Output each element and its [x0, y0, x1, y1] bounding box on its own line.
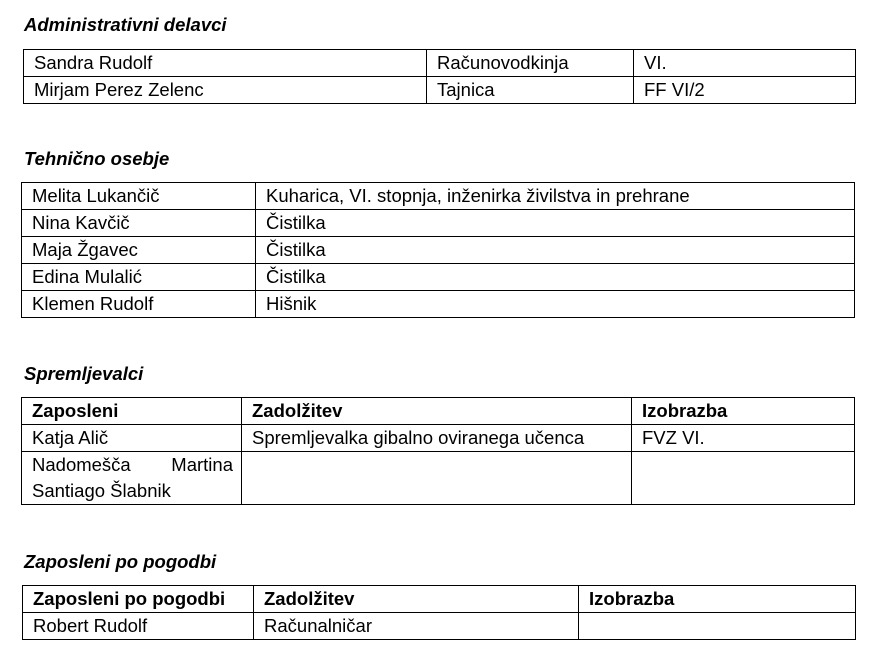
table-cell: VI. — [634, 50, 856, 77]
column-header: Zadolžitev — [242, 398, 632, 425]
table-cell — [579, 613, 856, 640]
table-cell: Čistilka — [256, 237, 855, 264]
column-header: Zaposleni po pogodbi — [23, 586, 254, 613]
table-row — [22, 291, 855, 318]
table-cell: Maja Žgavec — [22, 237, 256, 264]
column-header: Izobrazba — [632, 398, 855, 425]
table-cell: Nadomešča Martina Santiago Šlabnik — [22, 452, 242, 505]
table-cell: Kuharica, VI. stopnja, inženirka živilstva in prehrane — [256, 183, 855, 210]
table-cell: Hišnik — [256, 291, 855, 318]
section-title-tech: Tehnično osebje — [24, 148, 170, 169]
table-row — [22, 452, 855, 505]
section-title-companions: Spremljevalci — [24, 363, 144, 384]
table-cell: FVZ VI. — [632, 425, 855, 452]
table-row — [24, 77, 856, 104]
column-header: Izobrazba — [579, 586, 856, 613]
table-row — [22, 183, 855, 210]
table-row — [22, 425, 855, 452]
table-cell: Katja Alič — [22, 425, 242, 452]
table-cell: Računalničar — [254, 613, 579, 640]
table-cell: Nina Kavčič — [22, 210, 256, 237]
table-row — [22, 237, 855, 264]
table-cell: Tajnica — [427, 77, 634, 104]
table-cell: Sandra Rudolf — [24, 50, 427, 77]
table-cell: Klemen Rudolf — [22, 291, 256, 318]
technical-staff-table — [21, 182, 855, 318]
contract-staff-table — [22, 585, 856, 640]
table-cell — [242, 452, 632, 505]
table-cell — [632, 452, 855, 505]
column-header: Zaposleni — [22, 398, 242, 425]
companions-table — [21, 397, 855, 505]
section-title-admin: Administrativni delavci — [24, 14, 227, 35]
table-row — [22, 210, 855, 237]
table-row — [24, 50, 856, 77]
table-cell: FF VI/2 — [634, 77, 856, 104]
table-cell: Čistilka — [256, 264, 855, 291]
table-cell: Mirjam Perez Zelenc — [24, 77, 427, 104]
table-cell: Melita Lukančič — [22, 183, 256, 210]
table-cell: Robert Rudolf — [23, 613, 254, 640]
table-row — [22, 264, 855, 291]
table-cell: Edina Mulalić — [22, 264, 256, 291]
column-header: Zadolžitev — [254, 586, 579, 613]
section-title-contract: Zaposleni po pogodbi — [24, 551, 217, 572]
table-cell: Spremljevalka gibalno oviranega učenca — [242, 425, 632, 452]
table-header-row — [23, 586, 856, 613]
table-header-row — [22, 398, 855, 425]
table-cell: Računovodkinja — [427, 50, 634, 77]
table-row — [23, 613, 856, 640]
admin-staff-table — [23, 49, 856, 104]
table-cell: Čistilka — [256, 210, 855, 237]
